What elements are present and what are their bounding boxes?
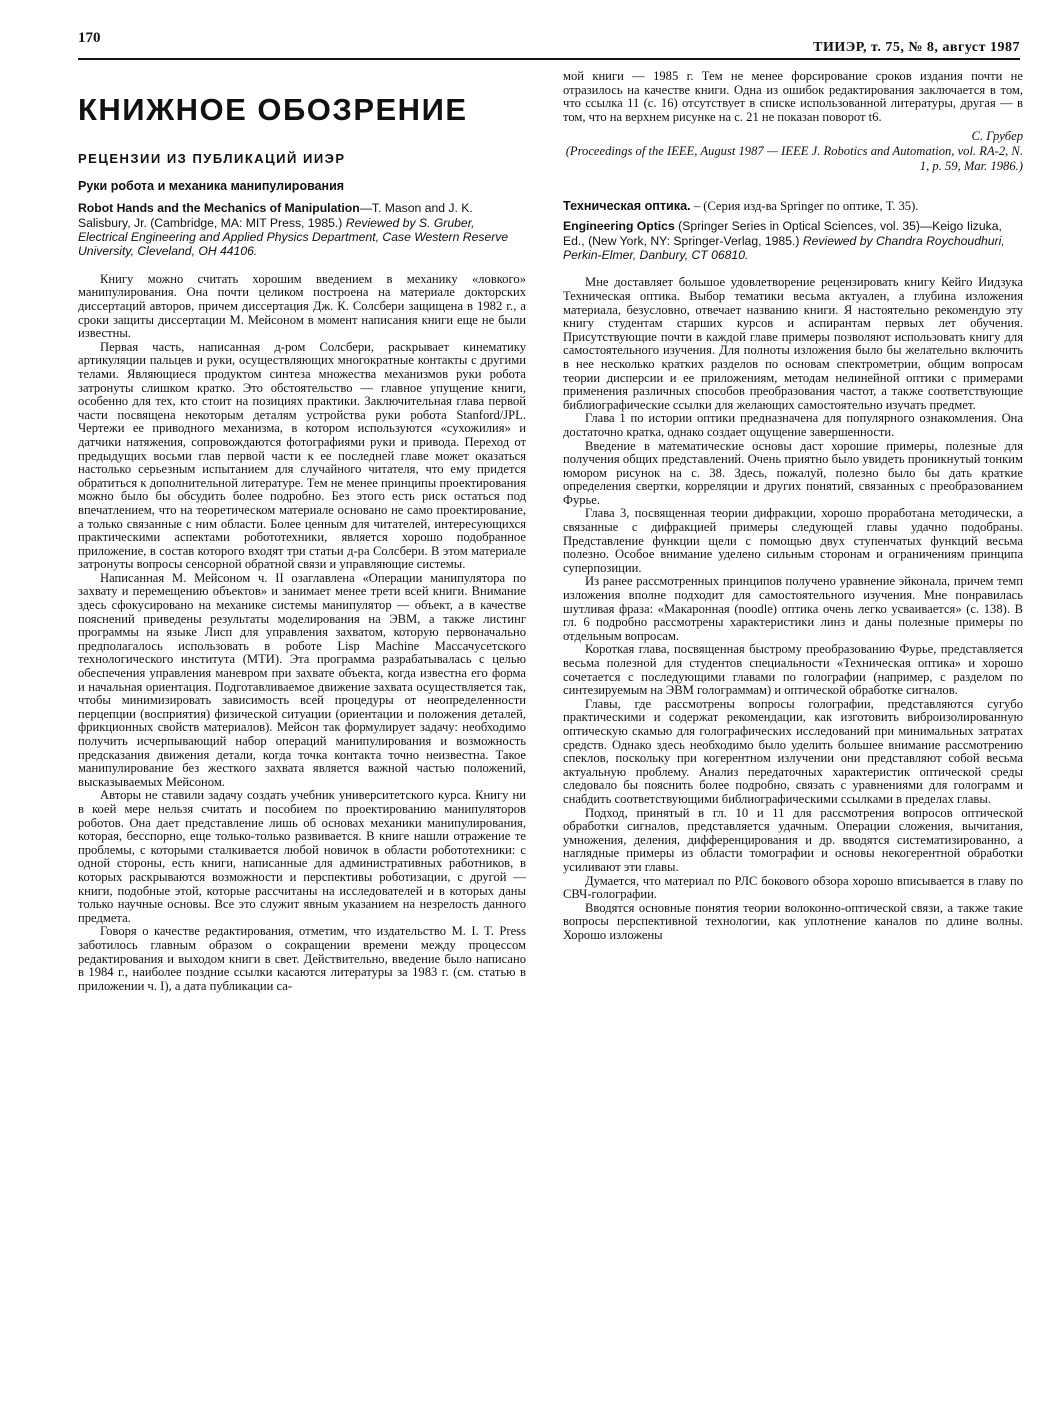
review1-title-ru: Руки робота и механика манипулирования bbox=[78, 178, 345, 193]
review2-paragraph-6: Короткая глава, посвященная быстрому преобразованию Фурье, представляется весьма полезной для студентов специальности «Техническая оптика» и хорошо сочетается с последующими главами по голографии (например, с разделом по синтезируемым на ЭВМ голограммам) и оптической обработке сигналов. bbox=[563, 642, 1023, 698]
page-header bbox=[78, 28, 1020, 60]
review1-paragraph-2: Первая часть, написанная д-ром Солсбери, раскрывает кинематику артикуляции пальцев и руки, осуществляющих многократные контакты с другими телами. Являющиеся продуктом синтеза множества механизмов руки робота затронуты слишком кратко. Это обстоятельство — главное упущение книги, особенно для тех, кто стоит на позициях практики. Заключительная глава первой части посвящена некоторым деталям устройства руки робота Stanford/JPL. Чертежи ее приводного механизма, в котором используются «сухожилия» и датчики натяжения, сопровождаются фотографиями руки и привода. Переход от предыдущих восьми глав первой части к ее последней главе может оказаться настолько серьезным испытанием для случайного читателя, что ему придется обратиться к дополнительной литературе. Тем не менее принципы проектирования можно было бы обсудить более подробно. Без этого есть риск остаться под впечатлением, что на теоретическом материале основано не само проектирование, а только связанные с ним области. Более ценным для читателей, интересующихся практическими аспектами робототехники, является хорошо подобранное приложение, в состав которого входят три статьи д-ра Солсбери. В этом материале затронуты вопросы сенсорной обратной связи и управляющие системы. bbox=[78, 339, 526, 572]
review1-book-details: —T. Mason and J. K. Salisbury, Jr. (Cambridge, MA: MIT Press, 1985.) bbox=[78, 201, 473, 230]
journal-reference: ТИИЭР, т. 75, № 8, август 1987 bbox=[813, 40, 1020, 55]
review2-paragraph-2: Глава 1 по истории оптики предназначена для популярного ознакомления. Она достаточно кратка, однако создает ощущение завершенности. bbox=[563, 411, 1023, 439]
review1-continuation: мой книги — 1985 г. Тем не менее форсирование сроков издания почти не отразилось на качестве книги. Одна из ошибок редактирования заключается в том, что ссылка 11 (с. 16) отсутствует в списке использованной литературы, другая — в том, что на верхнем рисунке на с. 21 не показан поворот t6. bbox=[563, 70, 1023, 124]
review2-paragraph-8: Подход, принятый в гл. 10 и 11 для рассмотрения вопросов оптической обработки сигналов, представляется удачным. Операции сложения, вычитания, умножения, деления, дифференцирования и др. вводятся систематизированно, а наглядные примеры из области томографии и основы некогерентной обработки усиливают эти главы. bbox=[563, 805, 1023, 874]
review2-paragraph-5: Из ранее рассмотренных принципов получено уравнение эйконала, причем темп изложения вполне подходит для самостоятельного изучения. Мне понравилась шутливая фраза: «Макаронная (noodle) оптика очень легко усваивается» (с. 138). В гл. 6 подробно рассмотрены характеристики линз и даны полезные примеры по отдельным вопросам. bbox=[563, 574, 1023, 643]
review2-heading-ru bbox=[563, 199, 1023, 213]
review2-paragraph-10: Вводятся основные понятия теории волоконно-оптической связи, а также такие вопросы перспективной технологии, как уплотнение каналов по длине волны. Хорошо изложены bbox=[563, 900, 1023, 942]
review1-paragraph-3: Написанная М. Мейсоном ч. II озаглавлена «Операции манипулятора по захвату и перемещению объектов» и занимает менее трети всей книги. Внимание здесь сфокусировано на механике системы манипулятор — объект, а в качестве пояснений приведены результаты моделирования на ЭВМ, а также листинг программы на языке Лисп для управления захватом, которую первоначально предполагалось использовать в роботе Lisp Machine Массачусетского технологического института (МТИ). Эта программа разрабатывалась с целью обеспечения управления маневром при захвате объекта, когда известна его форма и начальная ориентация. Подготавливаемое движение захвата осуществляется так, чтобы минимизировать зависимость всей процедуры от неопределенности перцепции (восприятия) физической ситуации (ориентации и положения деталей, фрикционных свойств материалов). Мейсон так формулирует задачу: необходимо получить исчерпывающий набор операций манипулирования и возможность предсказания движения детали, когда точка контакта точно неизвестна. Такое манипулирование без жесткого захвата является важной частью положений, высказываемых Мейсоном. bbox=[78, 570, 526, 789]
review1-bibliography bbox=[78, 201, 526, 259]
page-number: 170 bbox=[78, 30, 101, 46]
main-title: КНИЖНОЕ ОБОЗРЕНИЕ bbox=[78, 92, 468, 127]
review1-paragraph-5: Говоря о качестве редактирования, отметим, что издательство M. I. T. Press заботилось главным образом о сокращении времени между процессом редактирования и выходом книги в свет. Действительно, введение было написано в 1984 г., наиболее поздние ссылки касаются литературы за 1983 г. (см. статью в приложении ч. I), а дата публикации са- bbox=[78, 924, 526, 993]
review1-paragraph-1: Книгу можно считать хорошим введением в механику «ловкого» манипулирования. Она почти целиком построена на материале докторских диссертаций авторов, причем диссертация Дж. К. Солсбери защищена в 1982 г., а сроки защиты диссертации М. Мейсоном в момент написания книги еще не были известны. bbox=[78, 271, 526, 341]
review2-book-title: Engineering Optics bbox=[563, 219, 675, 234]
review1-reviewer-affiliation: Reviewed by S. Gruber, Electrical Engineering and Applied Physics Department, Case Western Reserve University, Cleveland, OH 44106. bbox=[78, 215, 509, 259]
review2-book-details: (Springer Series in Optical Sciences, vol. 35)—Keigo Iizuka, Ed., (New York, NY: Springer-Verlag, 1985.) bbox=[563, 219, 1002, 248]
review2-reviewer-affiliation: Reviewed by Chandra Roychoudhuri, Perkin-Elmer, Danbury, CT 06810. bbox=[563, 233, 1005, 262]
review2-paragraph-9: Думается, что материал по РЛС бокового обзора хорошо вписывается в главу по СВЧ-голографии. bbox=[563, 873, 1023, 902]
review2-paragraph-3: Введение в математические основы даст хорошие примеры, полезные для получения общих представлений. Очень приятно было увидеть проникнутый тонким юмором рисунок на с. 38. Здесь, пожалуй, полезно было бы дать краткие определения свертки, корреляции и других понятий, связанных с преобразованием Фурье. bbox=[563, 438, 1023, 507]
review1-signature: С. Грубер bbox=[971, 129, 1023, 144]
review1-book-title: Robot Hands and the Mechanics of Manipulation bbox=[78, 201, 360, 216]
review2-paragraph-1: Мне доставляет большое удовлетворение рецензировать книгу Кейго Иидзука Техническая оптика. Выбор тематики весьма актуален, а глубина изложения материала, безусловно, отвечает названию книги. Я настоятельно рекомендую эту книгу студентам старших курсов и аспирантам первых лет обучения. Присутствующие почти в каждой главе примеры позволяют использовать книгу для самостоятельного изучения. Для полноты изложения было бы желательно включить в нее несколько кратких разделов по основам спектрометрии, общим вопросам теории дисперсии и ее приложениям, методам нелинейной оптики с примерами применения различных способов преобразования частот, а также соответствующие библиографические ссылки для желающих самостоятельно изучать предмет. bbox=[563, 275, 1023, 412]
review2-title-ru: Техническая оптика. bbox=[563, 199, 691, 214]
review2-paragraph-7: Главы, где рассмотрены вопросы голографии, представляются сугубо практическими и содержат рекомендации, как изготовить виброизолированную оптическую скамью для голографических исследований при минимальных затратах средств. Однако здесь необходимо было уделить большее внимание рассмотрению спеклов, поскольку при когерентном излучении они представляют собой весьма актуальную проблему. Анализ передаточных характеристик оптической среды следовало бы пояснить более подробно, связать с уравнениями для голограмм и снабдить соответствующими библиографическими ссылками в пределах главы. bbox=[563, 696, 1023, 806]
review2-series-ru: – (Серия изд-ва Springer по оптике, Т. 35). bbox=[690, 199, 919, 214]
right-column bbox=[563, 70, 1023, 1394]
review1-source: (Proceedings of the IEEE, August 1987 — IEEE J. Robotics and Automation, vol. RA-2, N. 1, p. 59, Mar. 1986.) bbox=[565, 143, 1023, 173]
review2-paragraph-4: Глава 3, посвященная теории дифракции, хорошо проработана методически, а связанные с дифракцией примеры следующей главы удачно подобраны. Представление функции щели с помощью двух ступенчатых функций весьма полезно. Особое внимание уделено сильным сторонам и ограничениям принципа суперпозиции. bbox=[563, 506, 1023, 575]
left-column bbox=[78, 70, 526, 1394]
review2-bibliography bbox=[563, 219, 1023, 262]
section-title: РЕЦЕНЗИИ ИЗ ПУБЛИКАЦИЙ ИИЭР bbox=[78, 151, 346, 166]
review1-paragraph-4: Авторы не ставили задачу создать учебник университетского курса. Книгу ни в коей мере нельзя считать и пособием по проектированию манипуляторов роботов. Она дает представление лишь об основах механики манипулирования, которая, бесспорно, еще только-только развивается. В книге нашли отражение те проблемы, с которыми сталкивается любой новичок в области робототехники: с одной стороны, есть книги, написанные для административных работников, в которых раскрываются возможности и перспективы роботизации, с другой — книги, подобные этой, которые рассчитаны на исследователей и в которых даны только научные основы. Все это служит явным указанием на незрелость данного предмета. bbox=[78, 788, 526, 925]
